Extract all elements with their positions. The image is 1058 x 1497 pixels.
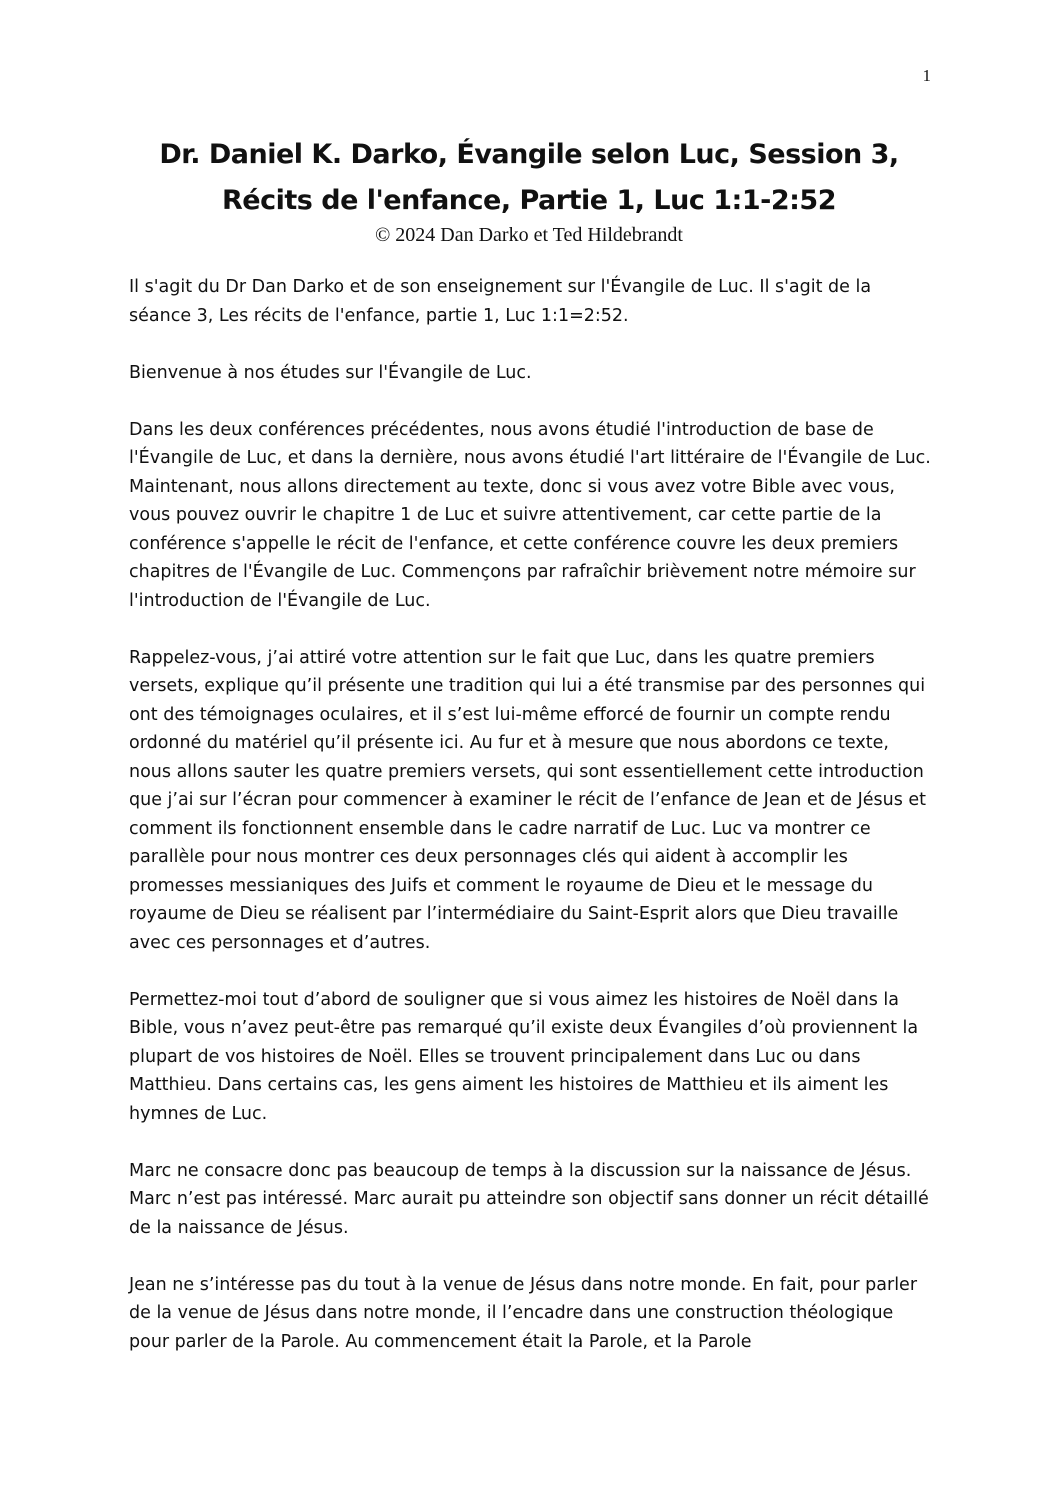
title-line-1: Dr. Daniel K. Darko, Évangile selon Luc, Session 3, [159, 139, 899, 170]
document-title [110, 132, 948, 224]
paragraph-mark: Marc ne consacre donc pas beaucoup de temps à la discussion sur la naissance de Jésus. Marc n’est pas intéressé. Marc aurait pu atteindre son objectif sans donner un récit détaillé de la naissance de Jésus. [129, 1160, 929, 1238]
document-body [129, 273, 935, 1385]
paragraph-intro: Il s'agit du Dr Dan Darko et de son enseignement sur l'Évangile de Luc. Il s'agit de la séance 3, Les récits de l'enfance, partie 1, Luc 1:1=2:52. [129, 277, 872, 326]
title-line-2: Récits de l'enfance, Partie 1, Luc 1:1-2:52 [222, 185, 836, 216]
paragraph-previous-lectures: Dans les deux conférences précédentes, nous avons étudié l'introduction de base de l'Évangile de Luc, et dans la dernière, nous avons étudié l'art littéraire de l'Évangile de Luc. Maintenant, nous allons directement au texte, donc si vous avez votre Bible avec vous, vous pouvez ouvrir le chapitre 1 de Luc et suivre attentivement, car cette partie de la conférence s'appelle le récit de l'enfance, et cette conférence couvre les deux premiers chapitres de l'Évangile de Luc. Commençons par rafraîchir brièvement notre mémoire sur l'introduction de l'Évangile de Luc. [129, 419, 931, 611]
paragraph-john: Jean ne s’intéresse pas du tout à la venue de Jésus dans notre monde. En fait, pour parler de la venue de Jésus dans notre monde, il l’encadre dans une construction théologique pour parler de la Parole. Au commencement était la Parole, et la Parole [129, 1274, 918, 1352]
page-number: 1 [922, 66, 931, 85]
document-header [110, 132, 948, 249]
copyright-notice: © 2024 Dan Darko et Ted Hildebrandt [375, 224, 683, 246]
paragraph-welcome: Bienvenue à nos études sur l'Évangile de Luc. [129, 362, 532, 383]
paragraph-luke-tradition: Rappelez-vous, j’ai attiré votre attention sur le fait que Luc, dans les quatre premiers versets, explique qu’il présente une tradition qui lui a été transmise par des personnes qui ont des témoignages oculaires, et il s’est lui-même efforcé de fournir un compte rendu ordonné du matériel qu’il présente ici. Au fur et à mesure que nous abordons ce texte, nous allons sauter les quatre premiers versets, qui sont essentiellement cette introduction que j’ai sur l’écran pour commencer à examiner le récit de l’enfance de Jean et de Jésus et comment ils fonctionnent ensemble dans le cadre narratif de Luc. Luc va montrer ce parallèle pour nous montrer ces deux personnages clés qui aident à accomplir les promesses messianiques des Juifs et comment le royaume de Dieu et le message du royaume de Dieu se réalisent par l’intermédiaire du Saint-Esprit alors que Dieu travaille avec ces personnages et d’autres. [129, 647, 927, 953]
paragraph-christmas-stories: Permettez-moi tout d’abord de souligner que si vous aimez les histoires de Noël dans la Bible, vous n’avez peut-être pas remarqué qu’il existe deux Évangiles d’où proviennent la plupart de vos histoires de Noël. Elles se trouvent principalement dans Luc ou dans Matthieu. Dans certains cas, les gens aiment les histoires de Matthieu et ils aiment les hymnes de Luc. [129, 989, 919, 1124]
